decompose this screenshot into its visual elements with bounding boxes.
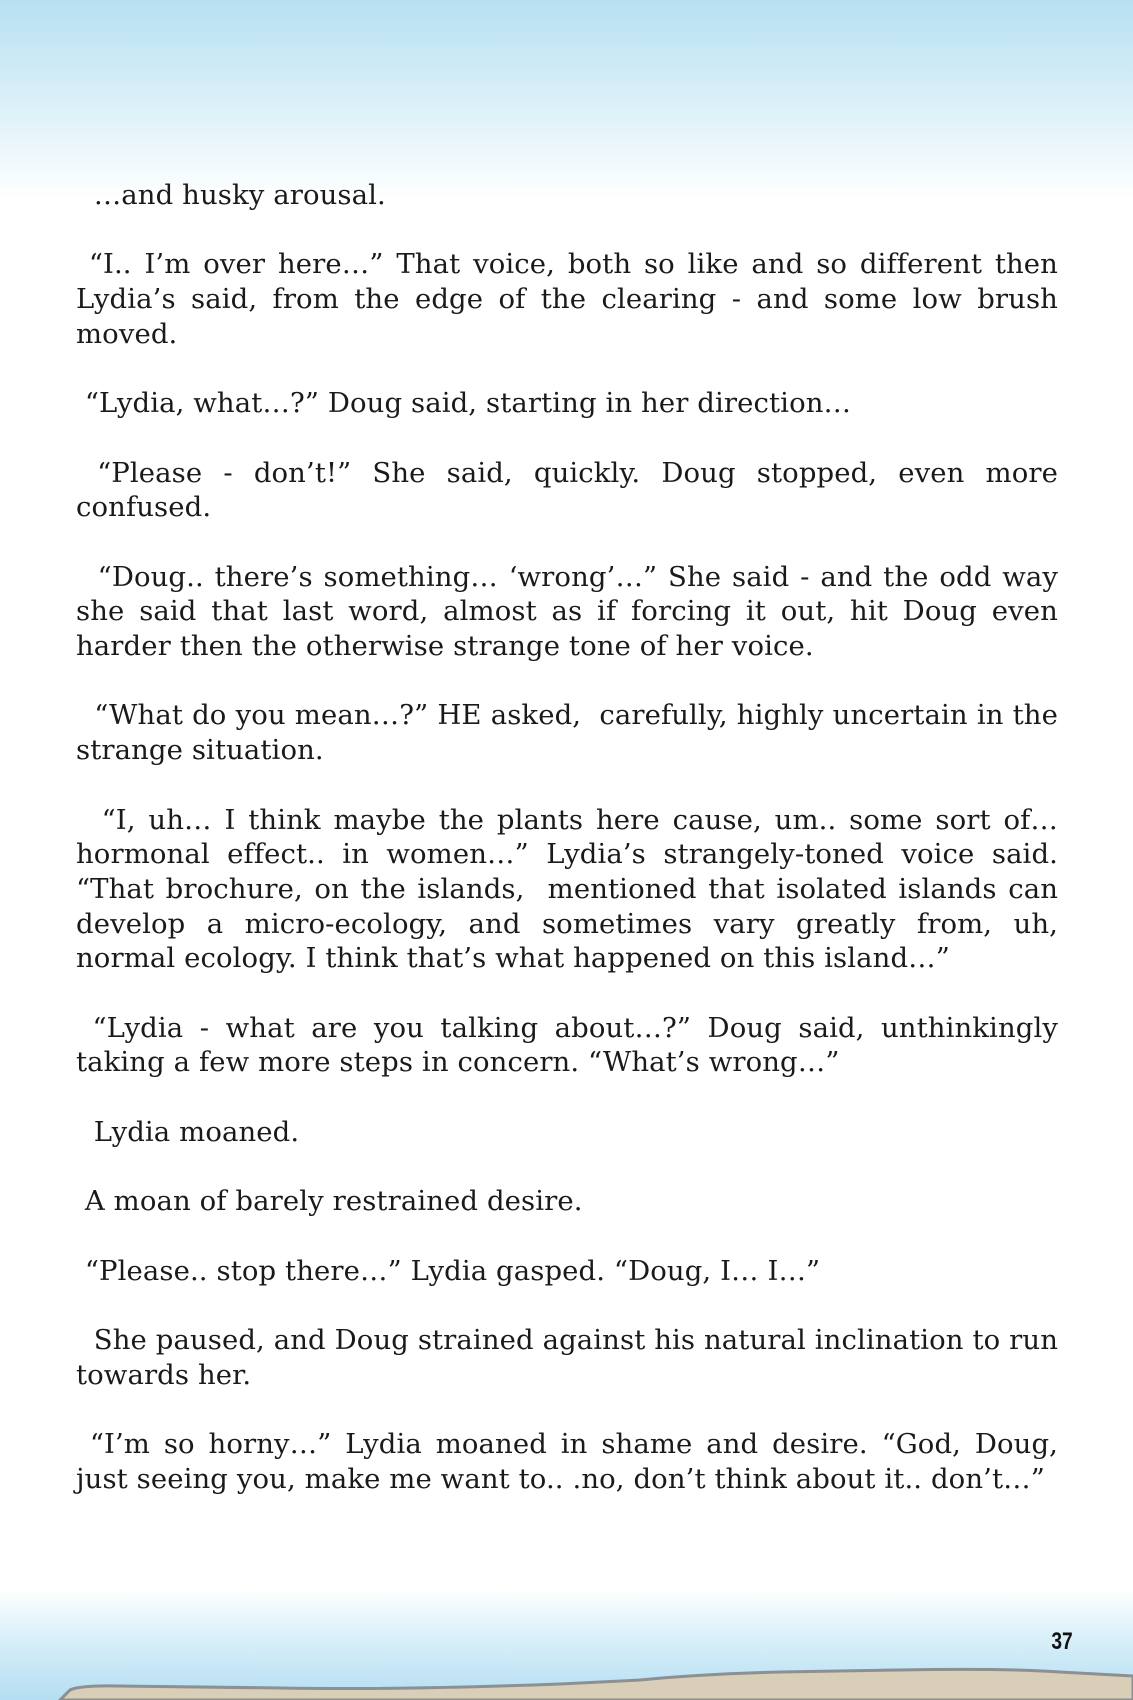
- sky-gradient-top: [0, 0, 1133, 200]
- paragraph: Lydia moaned.: [76, 1115, 300, 1148]
- paragraph: “What do you mean…?” HE asked, carefully, highly uncertain in the strange situation.: [76, 699, 1067, 767]
- paragraph: …and husky arousal.: [76, 179, 386, 211]
- paragraph: She paused, and Doug strained against his natural inclination to run towards her.: [76, 1324, 1067, 1391]
- beach-sand-illustration: [0, 1640, 1133, 1700]
- paragraph: “Please - don’t!” She said, quickly. Doug stopped, even more confused.: [76, 456, 1067, 524]
- paragraph: “I, uh… I think maybe the plants here cause, um.. some sort of… hormonal effect.. in women…” Lydia’s strangely-toned voice said. “That brochure, on the islands, mentioned that isolated islands can develop a micro-ecology, and sometimes vary greatly from, uh, normal ecology. I think that’s what happened on this island…”: [76, 803, 1067, 975]
- story-text: [76, 178, 1067, 1531]
- paragraph: “I.. I’m over here…” That voice, both so like and so different then Lydia’s said, from the edge of the clearing - and some low brush moved.: [76, 248, 1067, 350]
- paragraph: A moan of barely restrained desire.: [76, 1185, 583, 1218]
- paragraph: “Please.. stop there…” Lydia gasped. “Doug, I… I…”: [76, 1254, 821, 1287]
- page-number: 37: [1051, 1628, 1073, 1655]
- paragraph: “I’m so horny…” Lydia moaned in shame and desire. “God, Doug, just seeing you, make me want to.. .no, don’t think about it.. don’t…”: [76, 1428, 1067, 1495]
- paragraph: “Doug.. there’s something… ‘wrong’…” She said - and the odd way she said that last word, almost as if forcing it out, hit Doug even harder then the otherwise strange tone of her voice.: [76, 560, 1067, 663]
- paragraph: “Lydia, what…?” Doug said, starting in her direction…: [76, 387, 852, 420]
- paragraph: “Lydia - what are you talking about…?” Doug said, unthinkingly taking a few more steps in concern. “What’s wrong…”: [76, 1011, 1067, 1079]
